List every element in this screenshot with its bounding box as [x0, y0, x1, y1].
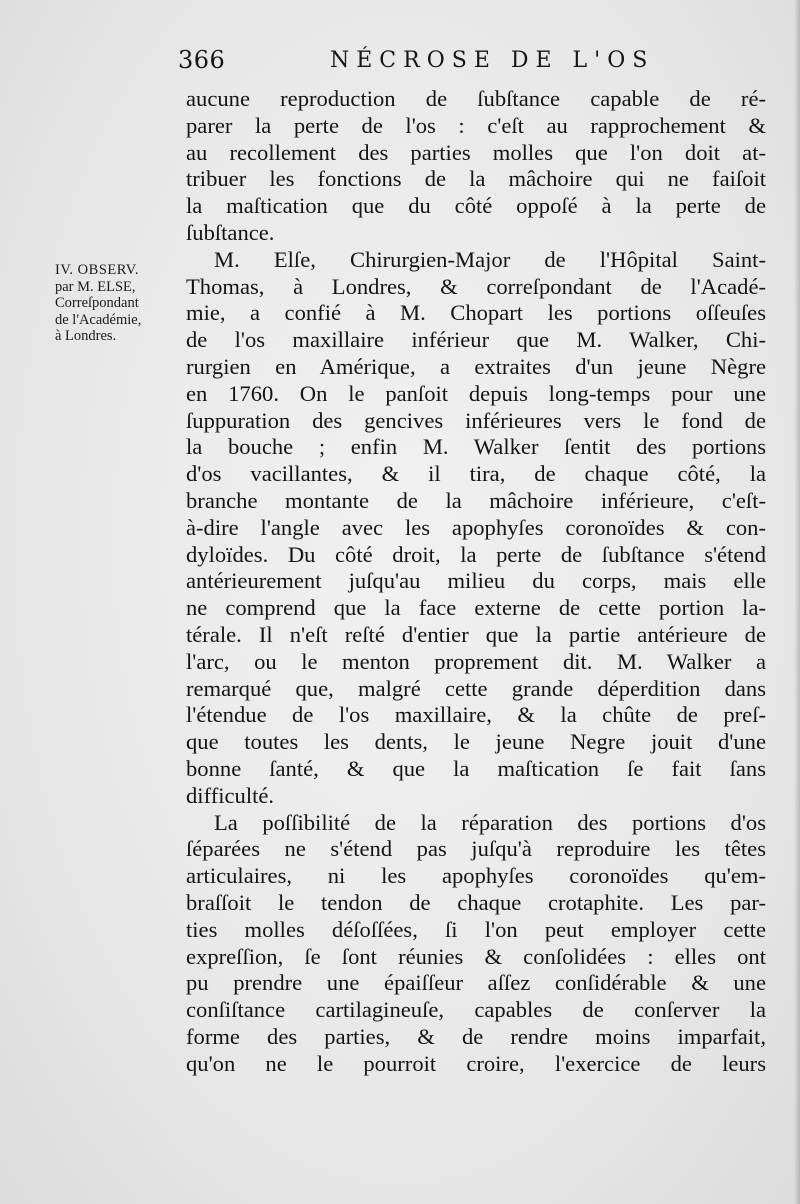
text-line: expreſſion, ſe ſont réunies & conſolidées : elles ont — [186, 943, 766, 969]
text-line: de l'os maxillaire inférieur que M. Walker, Chi- — [186, 327, 766, 353]
text-line: ſéparées ne s'étend pas juſqu'à reproduire les têtes — [186, 836, 766, 862]
text-line: l'arc, ou le menton proprement dit. M. Walker a — [186, 648, 766, 674]
text-line: dyloïdes. Du côté droit, la perte de ſubſtance s'étend — [186, 541, 766, 567]
page-edge-shadow — [794, 0, 800, 1204]
text-line: térale. Il n'eſt reſté d'entier que la partie antérieure de — [186, 621, 766, 647]
text-line: antérieurement juſqu'au milieu du corps, mais elle — [186, 568, 766, 594]
text-line: que toutes les dents, le jeune Negre jouit d'une — [186, 729, 766, 755]
text-line: mie, a confié à M. Chopart les portions oſſeuſes — [186, 300, 766, 326]
text-line: parer la perte de l'os : c'eſt au rapprochement & — [186, 112, 766, 138]
text-line: articulaires, ni les apophyſes coronoïdes qu'em- — [186, 863, 766, 889]
margin-note-line: à Londres. — [55, 328, 117, 344]
text-line: La poſſibilité de la réparation des portions d'os — [214, 809, 766, 835]
text-line: pu prendre une épaiſſeur aſſez conſidérable & une — [186, 970, 766, 996]
text-line: Thomas, à Londres, & correſpondant de l'Acadé- — [186, 273, 766, 299]
text-line: au recollement des parties molles que l'on doit at- — [186, 139, 766, 165]
text-line: qu'on ne le pourroit croire, l'exercice de leurs — [186, 1050, 766, 1076]
text-line: braſſoit le tendon de chaque crotaphite. Les par- — [186, 889, 766, 915]
text-line: forme des parties, & de rendre moins imparfait, — [186, 1023, 766, 1049]
margin-note-line: Correſpondant — [55, 295, 139, 311]
text-line: rurgien en Amérique, a extraites d'un jeune Nègre — [186, 353, 766, 379]
text-line: l'étendue de l'os maxillaire, & la chûte de preſ- — [186, 702, 766, 728]
page-number: 366 — [178, 46, 226, 74]
margin-note-line: IV. OBSERV. — [55, 262, 139, 278]
running-title: NÉCROSE DE L'OS — [330, 48, 655, 73]
text-line: conſiſtance cartilagineuſe, capables de conſerver la — [186, 997, 766, 1023]
margin-note-line: par M. ELSE, — [55, 278, 136, 295]
text-line: ties molles déſoſſées, ſi l'on peut employer cette — [186, 916, 766, 942]
text-line: d'os vacillantes, & il tira, de chaque côté, la — [186, 461, 766, 487]
text-line: en 1760. On le panſoit depuis long-temps pour une — [186, 380, 766, 406]
running-head — [178, 46, 758, 80]
text-line: la maſtication que du côté oppoſé à la perte de — [186, 193, 766, 219]
text-line: branche montante de la mâchoire inférieure, c'eſt- — [186, 487, 766, 513]
text-line: la bouche ; enfin M. Walker ſentit des portions — [186, 434, 766, 460]
text-line: M. Elſe, Chirurgien-Major de l'Hôpital Saint- — [214, 246, 766, 272]
body-text — [186, 86, 766, 1077]
text-line: aucune reproduction de ſubſtance capable de ré- — [186, 86, 766, 111]
text-line: bonne ſanté, & que la maſtication ſe fait ſans — [186, 755, 766, 781]
text-line: tribuer les fonctions de la mâchoire qui ne faiſoit — [186, 166, 766, 192]
text-line: remarqué que, malgré cette grande déperdition dans — [186, 675, 766, 701]
margin-note — [55, 262, 177, 345]
text-line: difficulté. — [186, 782, 275, 808]
margin-note-line: de l'Académie, — [55, 311, 142, 328]
text-line: ſubſtance. — [186, 219, 275, 245]
text-line: ſuppuration des gencives inférieures vers le fond de — [186, 407, 766, 433]
text-line: à-dire l'angle avec les apophyſes coronoïdes & con- — [186, 514, 766, 540]
text-line: ne comprend que la face externe de cette portion la- — [186, 595, 766, 621]
